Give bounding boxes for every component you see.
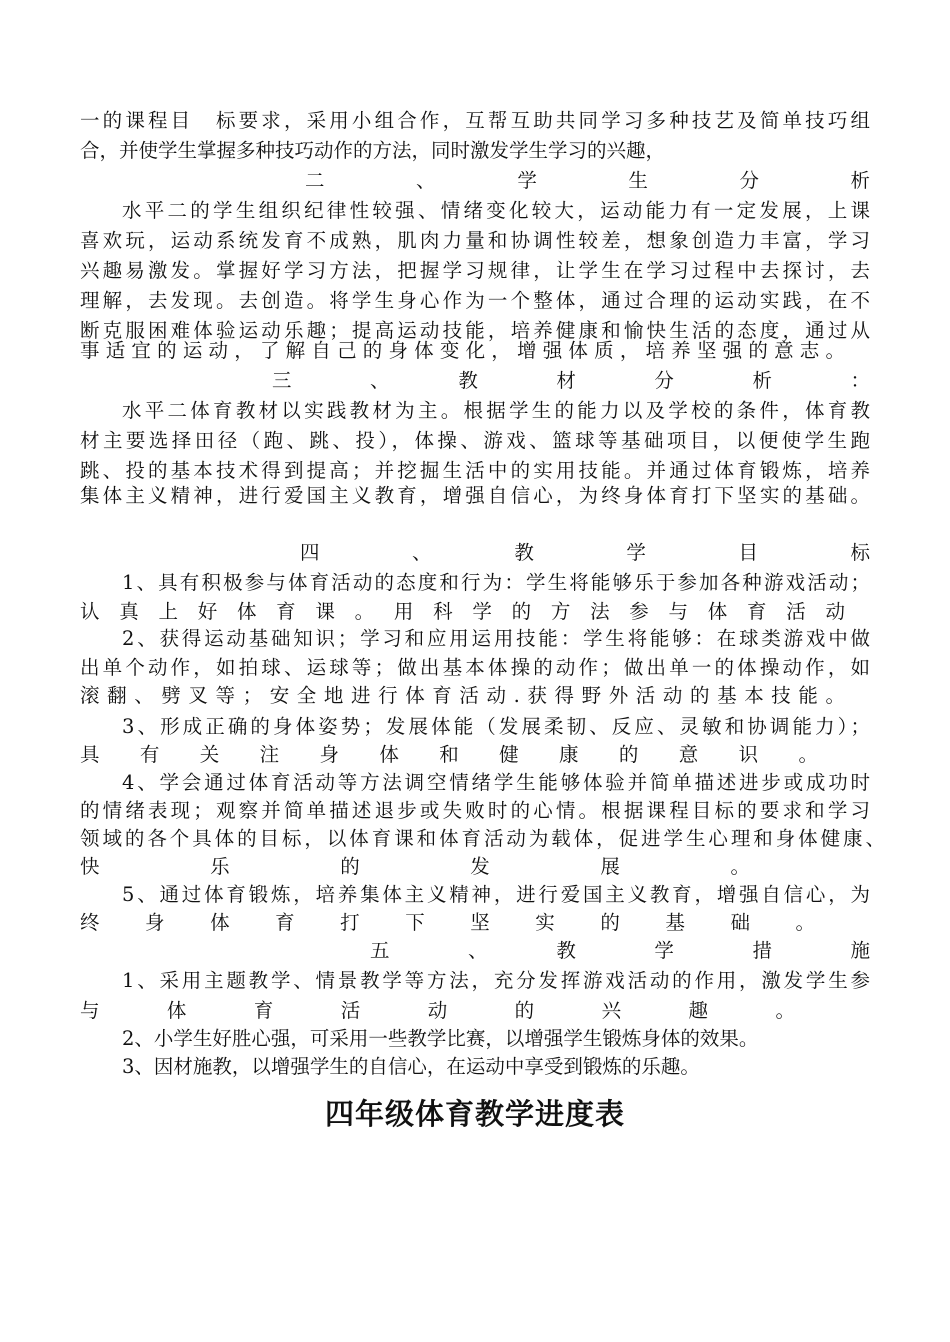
body-line: 领域的各个具体的目标，以体育课和体育活动为载体，促进学生心理和身体健康、 <box>80 827 885 850</box>
body-line: 水平二的学生组织纪律性较强、情绪变化较大，运动能力有一定发展，上课 <box>122 199 870 222</box>
body-line: 事适宜的运动，了解自己的身体变化，增强体质，培养坚强的意志。 <box>80 339 845 362</box>
section-heading-student-analysis: 二 、 学 生 分 析 <box>305 169 870 192</box>
body-line: 合，并使学生掌握多种技巧动作的方法，同时激发学生学习的兴趣， <box>80 139 666 162</box>
body-line: 喜欢玩，运动系统发育不成熟，肌肉力量和协调性较差，想象创造力丰富，学习 <box>80 229 870 252</box>
body-line: 水平二体育教材以实践教材为主。根据学生的能力以及学校的条件，体育教 <box>122 399 870 422</box>
body-line: 5、通过体育锻炼，培养集体主义精神，进行爱国主义教育，增强自信心，为 <box>122 883 870 906</box>
body-line: 理解，去发现。去创造。将学生身心作为一个整体，通过合理的运动实践，在不 <box>80 289 870 312</box>
body-line: 的情绪表现；观察并简单描述退步或失败时的心情。根据课程目标的要求和学习 <box>80 799 870 822</box>
body-line: 3、形成正确的身体姿势；发展体能（发展柔韧、反应、灵敏和协调能力）； <box>122 715 870 738</box>
section-heading-teaching-goals: 四 、 教 学 目 标 <box>300 541 870 564</box>
body-line: 一的课程目 标要求，采用小组合作，互帮互助共同学习多种技艺及简单技巧组 <box>80 109 870 132</box>
body-line: 集体主义精神，进行爱国主义教育，增强自信心，为终身体育打下坚实的基础。 <box>80 484 870 507</box>
body-line: 2、小学生好胜心强，可采用一些教学比赛，以增强学生锻炼身体的效果。 <box>122 1027 759 1050</box>
section-heading-teaching-measures: 五 、 教 学 措 施 <box>370 939 870 962</box>
page-title: 四年级体育教学进度表 <box>324 1097 625 1131</box>
body-line: 滚翻、劈叉等；安全地进行体育活动.获得野外活动的基本技能。 <box>80 684 845 707</box>
body-line: 出单个动作，如拍球、运球等；做出基本体操的动作；做出单一的体操动作，如 <box>80 656 870 679</box>
body-line: 1、采用主题教学、情景教学等方法，充分发挥游戏活动的作用，激发学生参 <box>122 969 870 992</box>
body-line: 1、具有积极参与体育活动的态度和行为：学生将能够乐于参加各种游戏活动； <box>122 571 870 594</box>
body-line: 2、获得运动基础知识；学习和应用运用技能：学生将能够：在球类游戏中做 <box>122 627 870 650</box>
section-heading-material-analysis: 三 、 教 材 分 析 ： <box>272 369 870 392</box>
body-line: 具 有 关 注 身 体 和 健 康 的 意 识 。 <box>80 743 818 766</box>
body-line: 兴趣易激发。掌握好学习方法，把握学习规律，让学生在学习过程中去探讨，去 <box>80 259 870 282</box>
body-line: 材主要选择田径（跑、跳、投），体操、游戏、篮球等基础项目，以便使学生跑 <box>80 429 870 452</box>
body-line: 4、学会通过体育活动等方法调空情绪学生能够体验并简单描述进步或成功时 <box>122 771 870 794</box>
body-line: 断克服困难体验运动乐趣；提高运动技能，培养健康和愉快生活的态度，通过从 <box>80 319 870 342</box>
body-line: 3、因材施教，以增强学生的自信心，在运动中享受到锻炼的乐趣。 <box>122 1055 700 1078</box>
body-line: 跳、投的基本技术得到提高；并挖掘生活中的实用技能。并通过体育锻炼，培养 <box>80 459 870 482</box>
body-line: 认 真 上 好 体 育 课 。 用 科 学 的 方 法 参 与 体 育 活 动 <box>80 600 845 623</box>
body-line: 终 身 体 育 打 下 坚 实 的 基 础 。 <box>80 911 815 934</box>
body-line: 快 乐 的 发 展 。 <box>80 855 750 878</box>
body-line: 与 体 育 活 动 的 兴 趣 。 <box>80 999 795 1022</box>
